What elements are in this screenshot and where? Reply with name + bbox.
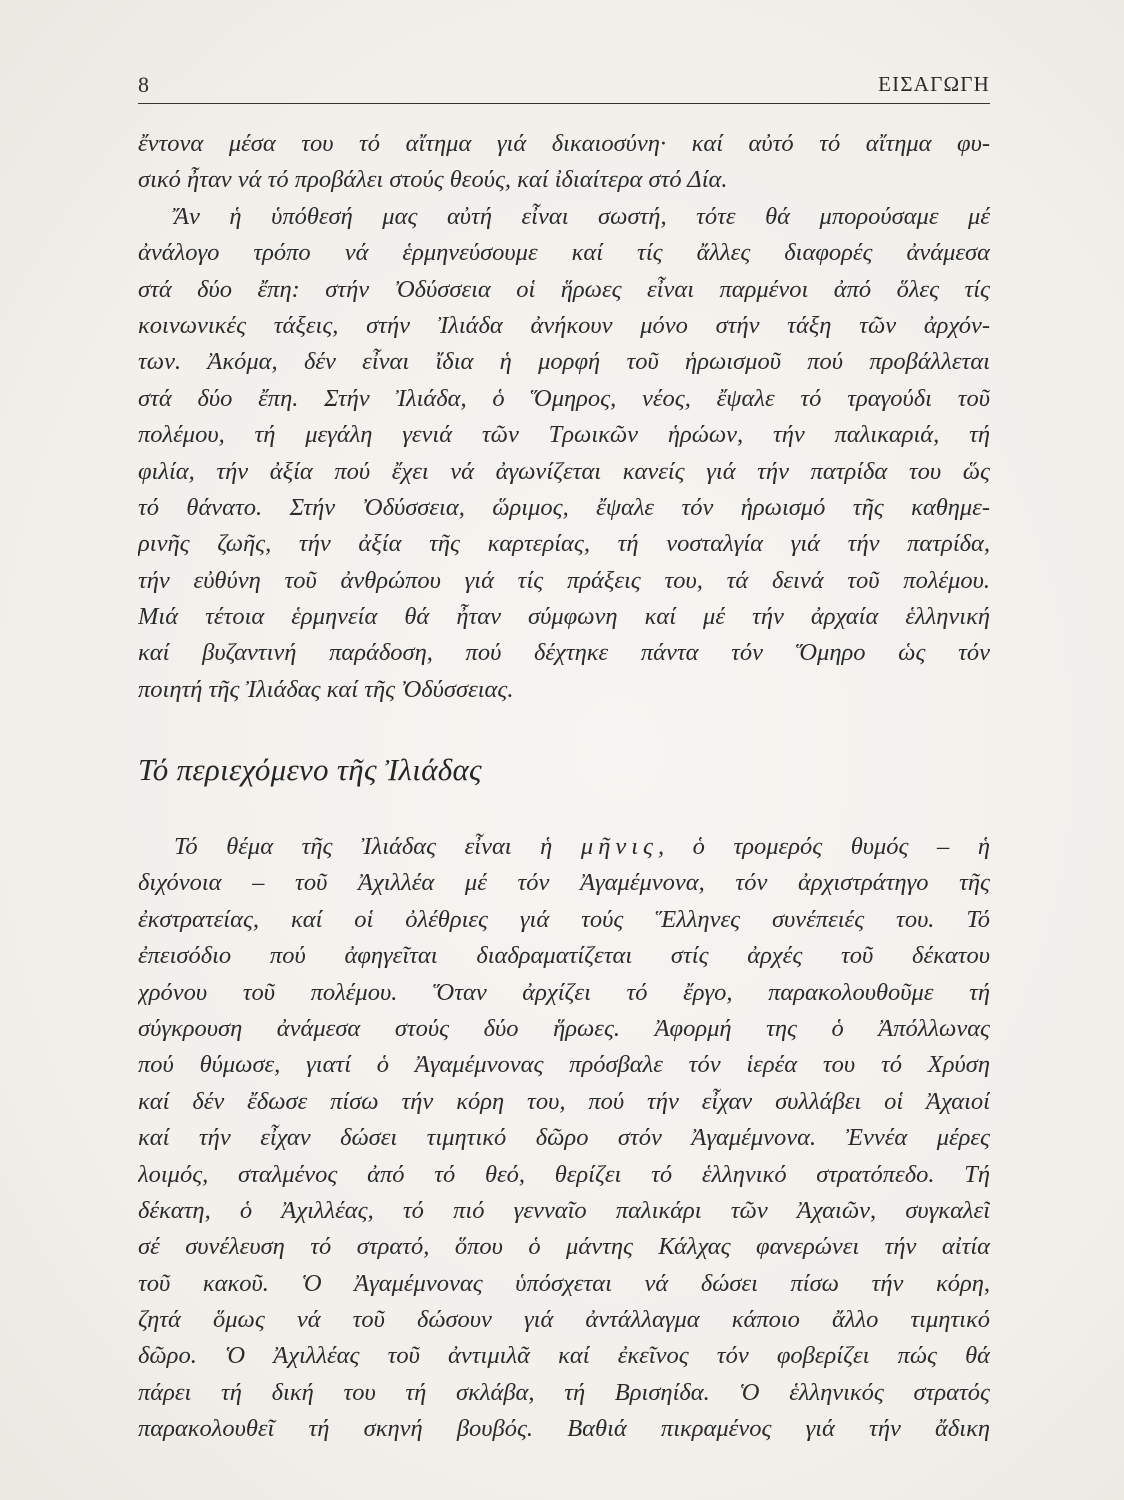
text-line: σέ συνέλευση τό στρατό, ὅπου ὁ μάντης Κάλχας φανερώνει τήν αἰτία [138, 1233, 990, 1261]
intro-paragraphs [138, 126, 990, 708]
text-line: Ἄν ἡ ὑπόθεσή μας αὐτή εἶναι σωστή, τότε θά μπορούσαμε μέ [174, 202, 990, 230]
text-line: ποιητή τῆς Ἰλιάδας καί τῆς Ὀδύσσειας. [138, 675, 514, 703]
emphasized-word: μῆνις [580, 833, 658, 860]
text-line: στά δύο ἔπη. Στήν Ἰλιάδα, ὁ Ὅμηρος, νέος, ἔψαλε τό τραγούδι τοῦ [138, 384, 990, 412]
text-line: ρινῆς ζωῆς, τήν ἀξία τῆς καρτερίας, τή νοσταλγία γιά τήν πατρίδα, [138, 530, 990, 558]
running-head [138, 72, 990, 102]
text-line: δῶρο. Ὁ Ἀχιλλέας τοῦ ἀντιμιλᾶ καί ἐκεῖνος τόν φοβερίζει πώς θά [138, 1342, 990, 1370]
text-line: τοῦ κακοῦ. Ὁ Ἀγαμέμνονας ὑπόσχεται νά δώσει πίσω τήν κόρη, [138, 1269, 990, 1297]
text-line: πού θύμωσε, γιατί ὁ Ἀγαμέμνονας πρόσβαλε τόν ἱερέα του τό Χρύση [138, 1051, 990, 1079]
text-line: δέκατη, ὁ Ἀχιλλέας, τό πιό γενναῖο παλικάρι τῶν Ἀχαιῶν, συγκαλεῖ [138, 1196, 990, 1224]
text-fragment: , ὁ τρομερός θυμός – ἡ [657, 833, 990, 860]
text-line: ἔντονα μέσα του τό αἴτημα γιά δικαιοσύνη· καί αὐτό τό αἴτημα φυ- [138, 130, 990, 157]
text-line: φιλία, τήν ἀξία πού ἔχει νά ἀγωνίζεται κανείς γιά τήν πατρίδα του ὥς [138, 457, 990, 485]
text-line: παρακολουθεῖ τή σκηνή βουβός. Βαθιά πικραμένος γιά τήν ἄδικη [138, 1415, 990, 1443]
text-line-first [138, 829, 990, 865]
running-title: ΕΙΣΑΓΩΓΗ [878, 72, 990, 96]
text-line: τό θάνατο. Στήν Ὀδύσσεια, ὥριμος, ἔψαλε τόν ἡρωισμό τῆς καθημε- [138, 493, 990, 521]
text-line: σικό ἦταν νά τό προβάλει στούς θεούς, καί ἰδιαίτερα στό Δία. [138, 166, 728, 194]
text-line: πολέμου, τή μεγάλη γενιά τῶν Τρωικῶν ἡρώων, τήν παλικαριά, τή [138, 421, 990, 449]
section-heading: Τό περιεχόμενο τῆς Ἰλιάδας [138, 752, 482, 787]
text-line: λοιμός, σταλμένος ἀπό τό θεό, θερίζει τό ἑλληνικό στρατόπεδο. Τή [138, 1160, 990, 1188]
text-line: σύγκρουση ἀνάμεσα στούς δύο ἥρωες. Ἀφορμή της ὁ Ἀπόλλωνας [138, 1014, 990, 1042]
text-line: ἀνάλογο τρόπο νά ἑρμηνεύσουμε καί τίς ἄλλες διαφορές ἀνάμεσα [138, 239, 990, 267]
text-line: Μιά τέτοια ἑρμηνεία θά ἦταν σύμφωνη καί μέ τήν ἀρχαία ἑλληνική [138, 603, 990, 631]
page-number: 8 [138, 72, 150, 97]
text-line: χρόνου τοῦ πολέμου. Ὅταν ἀρχίζει τό ἔργο, παρακολουθοῦμε τή [138, 978, 990, 1006]
text-line: ἐκστρατείας, καί οἱ ὀλέθριες γιά τούς Ἕλληνες συνέπειές του. Τό [138, 905, 990, 933]
text-line: των. Ἀκόμα, δέν εἶναι ἴδια ἡ μορφή τοῦ ἡρωισμοῦ πού προβάλλεται [138, 348, 990, 376]
text-line: διχόνοια – τοῦ Ἀχιλλέα μέ τόν Ἀγαμέμνονα, τόν ἀρχιστράτηγο τῆς [138, 869, 990, 897]
text-fragment: Τό θέμα τῆς Ἰλιάδας εἶναι ἡ [174, 833, 581, 860]
text-line: στά δύο ἔπη: στήν Ὀδύσσεια οἱ ἥρωες εἶναι παρμένοι ἀπό ὅλες τίς [138, 275, 990, 303]
text-line: καί τήν εἶχαν δώσει τιμητικό δῶρο στόν Ἀγαμέμνονα. Ἐννέα μέρες [138, 1124, 990, 1152]
text-line: πάρει τή δική του τή σκλάβα, τή Βρισηίδα. Ὁ ἑλληνικός στρατός [138, 1378, 990, 1406]
text-line: ζητά ὅμως νά τοῦ δώσουν γιά ἀντάλλαγμα κάποιο ἄλλο τιμητικό [138, 1306, 990, 1334]
text-line: καί βυζαντινή παράδοση, πού δέχτηκε πάντα τόν Ὅμηρο ὡς τόν [138, 639, 990, 667]
text-line: κοινωνικές τάξεις, στήν Ἰλιάδα ἀνήκουν μόνο στήν τάξη τῶν ἀρχόν- [138, 311, 990, 339]
text-line: τήν εὐθύνη τοῦ ἀνθρώπου γιά τίς πράξεις του, τά δεινά τοῦ πολέμου. [138, 566, 990, 594]
section-paragraph [138, 829, 990, 1448]
header-rule [138, 103, 990, 104]
text-line: ἐπεισόδιο πού ἀφηγεῖται διαδραματίζεται στίς ἀρχές τοῦ δέκατου [138, 942, 990, 970]
text-line: καί δέν ἔδωσε πίσω τήν κόρη του, πού τήν εἶχαν συλλάβει οἱ Ἀχαιοί [138, 1087, 990, 1115]
